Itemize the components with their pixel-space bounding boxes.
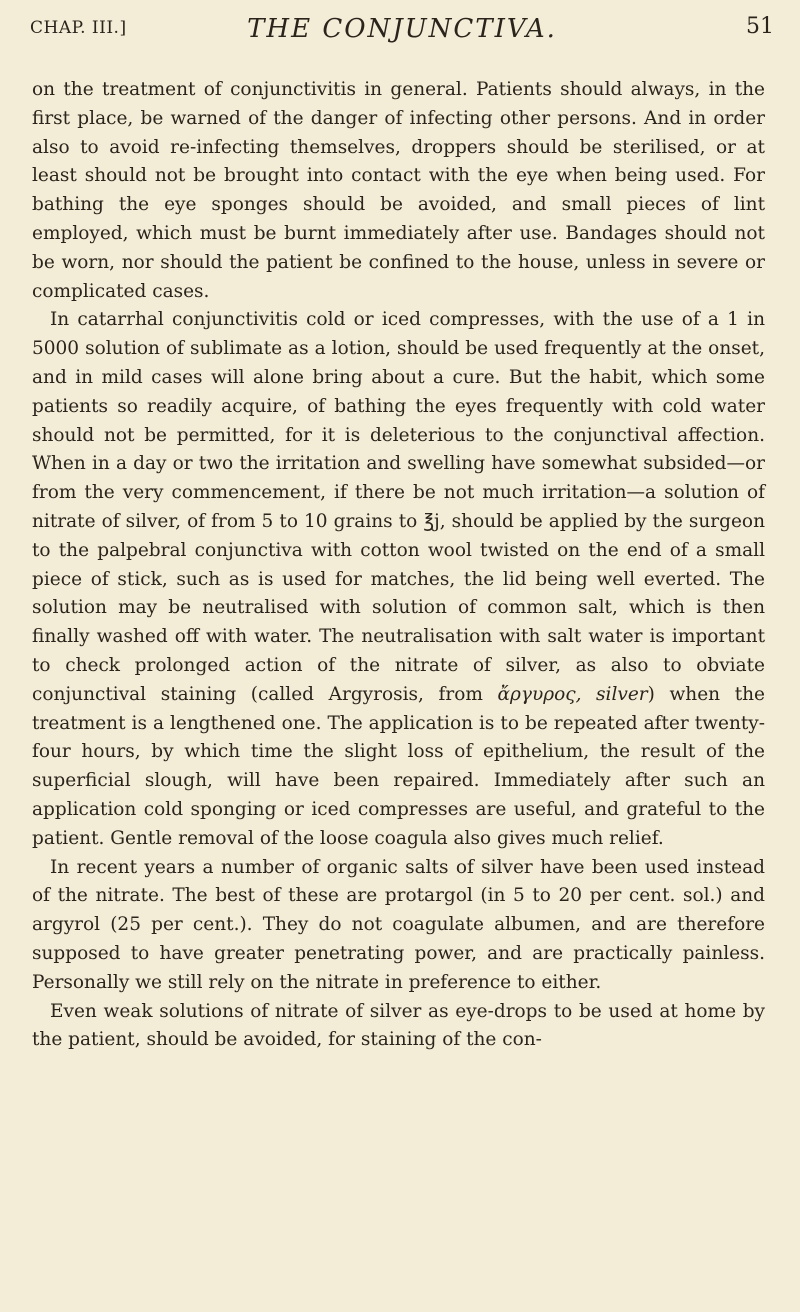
running-title: THE CONJUNCTIVA. [247,14,557,44]
paragraph-organic-salts: In recent years a number of organic salts of silver have been used instead of the nitrate. The best of these are protargol (in 5 to 20 per cent. sol.) and argyrol (25 per cent.). They do not coagulate albumen, and are therefore supposed to have greater penetrating power, and are practically painless. Personally we still rely on the nitrate in preference to either. [32,856,765,993]
page-number: 51 [746,14,774,39]
greek-etymology: ἄργυρος, silver [497,683,648,705]
paragraph-text-start: In catarrhal conjunctivitis cold or iced compresses, with the use of a 1 in 5000 solution of sublimate as a lotion, should be used frequently at the onset, and in mild cases will alone bring about a cure. But the habit, which some patients so readily acquire, of bathing the eyes frequently with cold water should not be permitted, for it is deleterious to the conjunctival affection. When in a day or two the irritation and swelling have somewhat subsided—or from the very commencement, if there be not much irritation—a solution of nitrate of silver, of from 5 to 10 grains to ℥j, should be applied by the surgeon to the palpebral conjunctiva with cotton wool twisted on the end of a small piece of stick, such as is used for matches, the lid being well everted. The solution may be neutralised with solution of common salt, which is then finally washed off with water. The neutralisation with salt water is important to check prolonged action of the nitrate of silver, as also to obviate conjunctival staining (called Argyrosis, from [32,309,765,705]
paragraph-text-end: ) when the treatment is a lengthened one. The application is to be repeated after twenty-four hours, by which time the slight loss of epithelium, the result of the superficial slough, will have been repaired. Immediately after such an application cold sponging or iced compresses are useful, and grateful to the patient. Gentle removal of the loose coagula also gives much relief. [32,683,766,849]
paragraph-catarrhal [32,306,765,853]
running-header [30,10,774,44]
paragraph-continued: on the treatment of conjunctivitis in general. Patients should always, in the first place, be warned of the danger of infecting other persons. And in order also to avoid re-infecting themselves, droppers should be sterilised, or at least should not be brought into contact with the eye when being used. For bathing the eye sponges should be avoided, and small pieces of lint employed, which must be burnt immediately after use. Bandages should not be worn, nor should the patient be confined to the house, unless in severe or complicated cases. [32,79,765,302]
chapter-label: CHAP. III.] [30,18,127,38]
paragraph-weak-solutions: Even weak solutions of nitrate of silver as eye-drops to be used at home by the patient, should be avoided, for staining of the con- [32,1000,765,1051]
body-text [32,76,765,1055]
